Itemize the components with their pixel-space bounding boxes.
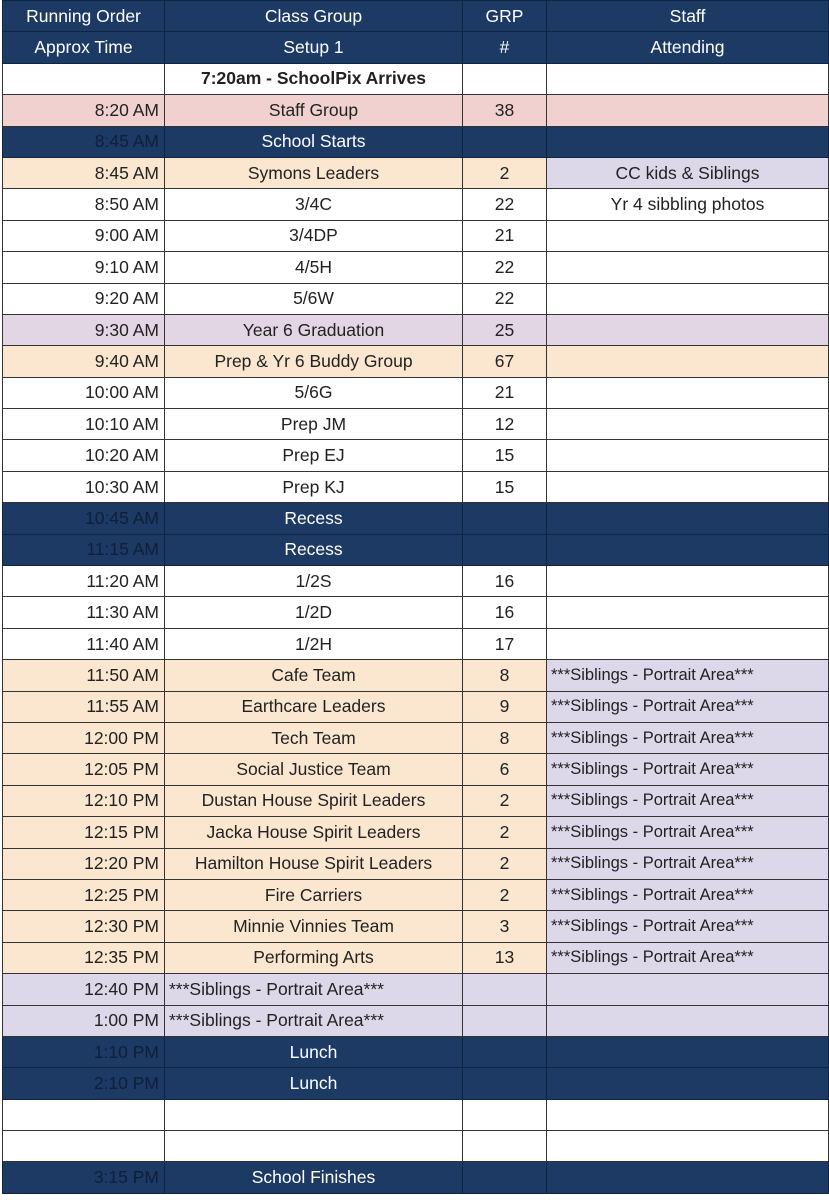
grp-cell: 3: [463, 911, 547, 942]
time-cell: [3, 1099, 165, 1130]
grp-cell: 22: [463, 283, 547, 314]
time-cell: 11:20 AM: [3, 566, 165, 597]
header-row-2: [3, 32, 829, 63]
class-cell: [165, 1099, 463, 1130]
grp-cell: 2: [463, 785, 547, 816]
table-row: [3, 722, 829, 753]
time-cell: 1:10 PM: [3, 1036, 165, 1067]
grp-cell: [463, 1131, 547, 1162]
table-row: [3, 942, 829, 973]
class-cell: 5/6W: [165, 283, 463, 314]
time-cell: 12:05 PM: [3, 754, 165, 785]
table-row: [3, 566, 829, 597]
time-cell: 11:55 AM: [3, 691, 165, 722]
header-cell: GRP: [463, 1, 547, 32]
class-cell: 1/2S: [165, 566, 463, 597]
class-cell: Symons Leaders: [165, 157, 463, 188]
time-cell: 9:10 AM: [3, 252, 165, 283]
class-cell: Lunch: [165, 1036, 463, 1067]
time-cell: 12:00 PM: [3, 722, 165, 753]
table-row: [3, 848, 829, 879]
staff-cell: ***Siblings - Portrait Area***: [547, 722, 829, 753]
class-cell: Tech Team: [165, 722, 463, 753]
class-cell: 3/4C: [165, 189, 463, 220]
table-row: [3, 377, 829, 408]
time-cell: 12:30 PM: [3, 911, 165, 942]
grp-cell: [463, 503, 547, 534]
grp-cell: 15: [463, 440, 547, 471]
time-cell: 10:45 AM: [3, 503, 165, 534]
table-row: [3, 440, 829, 471]
table-row: [3, 1099, 829, 1130]
time-cell: 9:40 AM: [3, 346, 165, 377]
table-row: [3, 1036, 829, 1067]
time-cell: 12:25 PM: [3, 879, 165, 910]
running-order-table: [2, 0, 829, 1194]
table-row: [3, 911, 829, 942]
class-cell: Recess: [165, 503, 463, 534]
table-row: [3, 1068, 829, 1099]
grp-cell: [463, 1005, 547, 1036]
time-cell: 10:00 AM: [3, 377, 165, 408]
staff-cell: [547, 440, 829, 471]
staff-cell: ***Siblings - Portrait Area***: [547, 660, 829, 691]
table-row: [3, 346, 829, 377]
table-row: [3, 660, 829, 691]
time-cell: 10:10 AM: [3, 409, 165, 440]
table-row: [3, 126, 829, 157]
class-cell: Prep & Yr 6 Buddy Group: [165, 346, 463, 377]
staff-cell: ***Siblings - Portrait Area***: [547, 785, 829, 816]
staff-cell: [547, 597, 829, 628]
grp-cell: 67: [463, 346, 547, 377]
class-cell: Fire Carriers: [165, 879, 463, 910]
grp-cell: 8: [463, 722, 547, 753]
time-cell: 8:45 AM: [3, 126, 165, 157]
grp-cell: 16: [463, 597, 547, 628]
header-cell: Class Group: [165, 1, 463, 32]
header-row-1: [3, 1, 829, 32]
staff-cell: [547, 1005, 829, 1036]
grp-cell: [463, 1036, 547, 1067]
table-row: [3, 1131, 829, 1162]
staff-cell: [547, 377, 829, 408]
grp-cell: 9: [463, 691, 547, 722]
table-row: [3, 471, 829, 502]
staff-cell: ***Siblings - Portrait Area***: [547, 754, 829, 785]
staff-cell: [547, 283, 829, 314]
class-cell: Prep KJ: [165, 471, 463, 502]
time-cell: 8:50 AM: [3, 189, 165, 220]
staff-cell: ***Siblings - Portrait Area***: [547, 879, 829, 910]
staff-cell: [547, 628, 829, 659]
time-cell: 2:10 PM: [3, 1068, 165, 1099]
grp-cell: [463, 1068, 547, 1099]
table-row: [3, 1005, 829, 1036]
staff-cell: [547, 409, 829, 440]
table-row: [3, 409, 829, 440]
staff-cell: CC kids & Siblings: [547, 157, 829, 188]
class-cell: School Starts: [165, 126, 463, 157]
time-cell: 8:45 AM: [3, 157, 165, 188]
time-cell: 9:20 AM: [3, 283, 165, 314]
class-cell: Recess: [165, 534, 463, 565]
staff-cell: [547, 1162, 829, 1193]
time-cell: 12:20 PM: [3, 848, 165, 879]
time-cell: 9:30 AM: [3, 314, 165, 345]
header-cell: #: [463, 32, 547, 63]
class-cell: Cafe Team: [165, 660, 463, 691]
header-cell: Attending: [547, 32, 829, 63]
class-cell: Prep JM: [165, 409, 463, 440]
table-row: [3, 314, 829, 345]
staff-cell: [547, 566, 829, 597]
class-cell: ***Siblings - Portrait Area***: [165, 1005, 463, 1036]
class-cell: 7:20am - SchoolPix Arrives: [165, 63, 463, 94]
table-row: [3, 220, 829, 251]
time-cell: 8:20 AM: [3, 95, 165, 126]
table-row: [3, 974, 829, 1005]
staff-cell: [547, 346, 829, 377]
staff-cell: [547, 95, 829, 126]
class-cell: 4/5H: [165, 252, 463, 283]
grp-cell: 15: [463, 471, 547, 502]
header-cell: Setup 1: [165, 32, 463, 63]
class-cell: 3/4DP: [165, 220, 463, 251]
grp-cell: [463, 1099, 547, 1130]
class-cell: Earthcare Leaders: [165, 691, 463, 722]
grp-cell: [463, 1162, 547, 1193]
grp-cell: 2: [463, 848, 547, 879]
table-row: [3, 252, 829, 283]
class-cell: Dustan House Spirit Leaders: [165, 785, 463, 816]
class-cell: 1/2H: [165, 628, 463, 659]
grp-cell: 21: [463, 220, 547, 251]
grp-cell: 17: [463, 628, 547, 659]
grp-cell: 12: [463, 409, 547, 440]
table-row: [3, 879, 829, 910]
grp-cell: [463, 126, 547, 157]
staff-cell: [547, 534, 829, 565]
class-cell: Staff Group: [165, 95, 463, 126]
table-row: [3, 63, 829, 94]
table-row: [3, 95, 829, 126]
grp-cell: 2: [463, 157, 547, 188]
table-row: [3, 597, 829, 628]
staff-cell: [547, 974, 829, 1005]
grp-cell: 21: [463, 377, 547, 408]
staff-cell: [547, 1036, 829, 1067]
grp-cell: 22: [463, 189, 547, 220]
table-row: [3, 157, 829, 188]
header-cell: Staff: [547, 1, 829, 32]
staff-cell: Yr 4 sibbling photos: [547, 189, 829, 220]
time-cell: 12:15 PM: [3, 817, 165, 848]
grp-cell: 38: [463, 95, 547, 126]
staff-cell: [547, 63, 829, 94]
staff-cell: ***Siblings - Portrait Area***: [547, 817, 829, 848]
grp-cell: 16: [463, 566, 547, 597]
class-cell: Social Justice Team: [165, 754, 463, 785]
time-cell: 3:15 PM: [3, 1162, 165, 1193]
staff-cell: ***Siblings - Portrait Area***: [547, 691, 829, 722]
table-row: [3, 189, 829, 220]
time-cell: 10:30 AM: [3, 471, 165, 502]
grp-cell: 2: [463, 879, 547, 910]
class-cell: ***Siblings - Portrait Area***: [165, 974, 463, 1005]
class-cell: Lunch: [165, 1068, 463, 1099]
time-cell: 9:00 AM: [3, 220, 165, 251]
class-cell: School Finishes: [165, 1162, 463, 1193]
staff-cell: [547, 252, 829, 283]
time-cell: [3, 63, 165, 94]
grp-cell: 2: [463, 817, 547, 848]
class-cell: Year 6 Graduation: [165, 314, 463, 345]
staff-cell: ***Siblings - Portrait Area***: [547, 942, 829, 973]
grp-cell: 25: [463, 314, 547, 345]
time-cell: 12:35 PM: [3, 942, 165, 973]
grp-cell: [463, 63, 547, 94]
staff-cell: ***Siblings - Portrait Area***: [547, 848, 829, 879]
table-row: [3, 817, 829, 848]
table-row: [3, 785, 829, 816]
class-cell: Performing Arts: [165, 942, 463, 973]
time-cell: 11:15 AM: [3, 534, 165, 565]
table-row: [3, 691, 829, 722]
table-row: [3, 1162, 829, 1193]
header-cell: Approx Time: [3, 32, 165, 63]
class-cell: Prep EJ: [165, 440, 463, 471]
staff-cell: [547, 471, 829, 502]
time-cell: 12:10 PM: [3, 785, 165, 816]
grp-cell: 13: [463, 942, 547, 973]
time-cell: [3, 1131, 165, 1162]
staff-cell: [547, 1131, 829, 1162]
time-cell: 1:00 PM: [3, 1005, 165, 1036]
staff-cell: [547, 126, 829, 157]
class-cell: 1/2D: [165, 597, 463, 628]
time-cell: 11:50 AM: [3, 660, 165, 691]
staff-cell: [547, 503, 829, 534]
table-row: [3, 754, 829, 785]
class-cell: Jacka House Spirit Leaders: [165, 817, 463, 848]
header-cell: Running Order: [3, 1, 165, 32]
grp-cell: [463, 534, 547, 565]
grp-cell: 8: [463, 660, 547, 691]
staff-cell: ***Siblings - Portrait Area***: [547, 911, 829, 942]
staff-cell: [547, 1068, 829, 1099]
staff-cell: [547, 314, 829, 345]
class-cell: Hamilton House Spirit Leaders: [165, 848, 463, 879]
grp-cell: [463, 974, 547, 1005]
class-cell: Minnie Vinnies Team: [165, 911, 463, 942]
table-row: [3, 283, 829, 314]
grp-cell: 22: [463, 252, 547, 283]
class-cell: 5/6G: [165, 377, 463, 408]
staff-cell: [547, 220, 829, 251]
time-cell: 12:40 PM: [3, 974, 165, 1005]
staff-cell: [547, 1099, 829, 1130]
grp-cell: 6: [463, 754, 547, 785]
time-cell: 10:20 AM: [3, 440, 165, 471]
time-cell: 11:30 AM: [3, 597, 165, 628]
table-row: [3, 628, 829, 659]
table-row: [3, 534, 829, 565]
class-cell: [165, 1131, 463, 1162]
table-row: [3, 503, 829, 534]
time-cell: 11:40 AM: [3, 628, 165, 659]
